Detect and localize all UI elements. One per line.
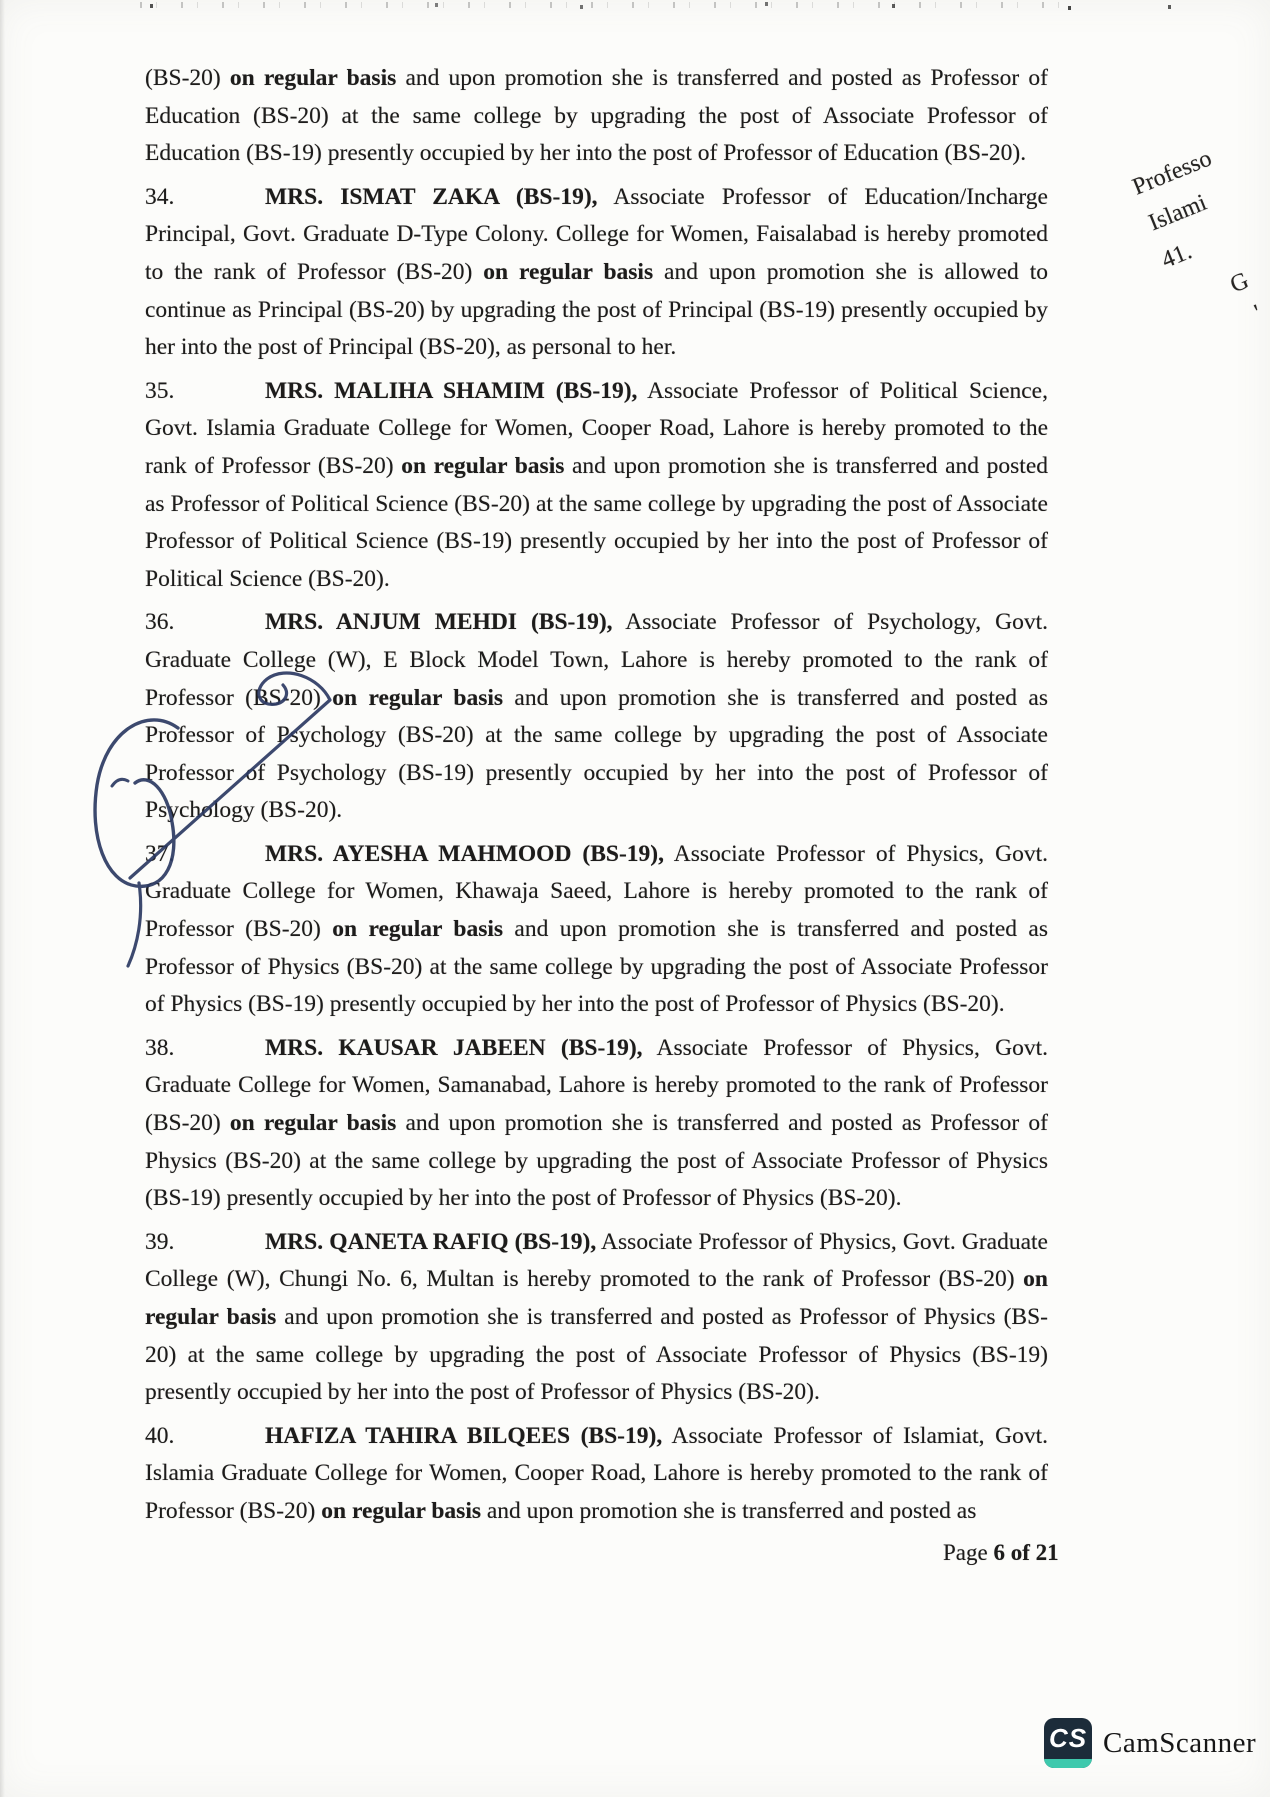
- document-body: [145, 60, 1048, 1537]
- body-text-segment: Associate Professor of Political Science, Govt. Islamia Graduate College for Women, Cooper Road, Lahore is hereby promoted to the rank of Professor (BS-20): [145, 377, 1048, 479]
- body-text-segment: and upon promotion she is allowed to continue as Principal (BS-20) by upgrading the post of Principal (BS-19) presently occupied by her into the post of Principal (BS-20), as personal to her.: [145, 258, 1049, 361]
- scan-artifact-specks: [150, 4, 153, 8]
- footer-page-number: 6 of 21: [993, 1540, 1059, 1565]
- body-text-segment: and upon promotion she is transferred and posted as Professor of Education (BS-20) at the same college by upgrading the post of Associate Professor of Education (BS-19) presently occupied by her into the post of Professor of Education (BS-20).: [145, 65, 1048, 167]
- body-text-segment: and upon promotion she is transferred and posted as Professor of Psychology (BS-20) at the same college by upgrading the post of Associate Professor of Psychology (BS-19) presently occupied by her into the post of Professor of Psychology (BS-20).: [145, 684, 1048, 824]
- body-text-segment: Associate Professor of Education/Incharge Principal, Govt. Graduate D-Type Colony. College for Women, Faisalabad is hereby promoted to the rank of Professor (BS-20): [145, 183, 1048, 285]
- scan-artifact-top-row: [140, 2, 1070, 8]
- body-text-segment: Associate Professor of Physics, Govt. Graduate College for Women, Khawaja Saeed, Lahore is hereby promoted to the rank of Professor (BS-20): [145, 840, 1048, 943]
- body-text-segment: 20): [983, 1266, 1024, 1293]
- bold-text-segment: on regular basis: [229, 65, 397, 91]
- margin-fragment-line-4: G: [1226, 267, 1253, 299]
- margin-fragment-line-3: 41.: [1158, 238, 1196, 274]
- bold-text-segment: MRS. ISMAT ZAKA (BS-19),: [265, 183, 598, 210]
- item-number: 39.: [145, 1228, 175, 1255]
- body-text-segment: and upon promotion she is transferred and posted as Professor of Physics (BS-20) at the same college by upgrading the post of Associate Professor of Physics (BS-19) presently occupied by her into the post of Professor of Physics (BS-20).: [145, 1304, 1049, 1406]
- footer-page-word: Page: [943, 1540, 994, 1565]
- promotion-item-40: [145, 1418, 1048, 1531]
- bold-text-segment: HAFIZA TAHIRA BILQEES (BS-19),: [265, 1422, 663, 1449]
- promotion-item-34: [145, 179, 1048, 367]
- item-number: 37.: [145, 840, 175, 867]
- camscanner-badge-text: CS: [1048, 1723, 1088, 1753]
- bold-text-segment: on regular basis: [483, 258, 654, 285]
- body-text-segment: and upon promotion she is transferred and posted as: [481, 1497, 977, 1524]
- bold-text-segment: on regular basis: [332, 684, 504, 711]
- camscanner-badge-icon: [1044, 1718, 1092, 1768]
- promotion-item-38: [145, 1030, 1048, 1218]
- page-edge-shadow: [0, 0, 5, 1797]
- promotion-item-35: [145, 373, 1048, 599]
- promotion-item-37: [145, 836, 1048, 1024]
- bold-text-segment: on regular basis: [401, 452, 565, 479]
- bold-text-segment: on regular basis: [229, 1110, 397, 1137]
- item-number: 34.: [145, 183, 175, 210]
- camscanner-badge-accent-bar: [1044, 1759, 1092, 1768]
- page-footer: [943, 1540, 1059, 1566]
- body-text-segment: and upon promotion she is transferred and posted as Professor of Physics (BS-20) at the same college by upgrading the post of Associate Professor of Physics (BS-19) presently occupied by her into the post of Professor of Physics (BS-20).: [145, 1110, 1048, 1212]
- promotion-item-36: [145, 604, 1048, 830]
- body-text-segment: and upon promotion she is transferred and posted as Professor of Physics (BS-20) at the same college by upgrading the post of Associate Professor of Physics (BS-19) presently occupied by her into the post of Professor of Physics (BS-20).: [145, 916, 1048, 1018]
- margin-fragment-line-2: Islami: [1145, 189, 1211, 237]
- margin-fragment-line-1: Professo: [1128, 145, 1216, 201]
- body-text-segment: Associate Professor of Psychology, Govt. Graduate College (W), E Block Model Town, Lahore is hereby promoted to the rank of Professor (BS-20): [145, 609, 1048, 711]
- body-text-segment: and upon promotion she is transferred and posted as Professor of Political Science (BS-20) at the same college by upgrading the post of Associate Professor of Political Science (BS-19) presently occupied by her into the post of Professor of Political Science (BS-20).: [145, 452, 1048, 592]
- bold-text-segment: on regular basis: [332, 916, 504, 943]
- bold-text-segment: MRS. MALIHA SHAMIM (BS-19),: [265, 377, 638, 404]
- camscanner-label: CamScanner: [1103, 1726, 1257, 1759]
- body-text-segment: Associate Professor of Physics, Govt. Graduate College (W), Chungi No. 6, Multan is hereby promoted to the rank of Professor (BS-: [145, 1228, 1048, 1293]
- continuation-paragraph: [145, 60, 1048, 173]
- item-number: 36.: [145, 609, 175, 636]
- bold-text-segment: MRS. ANJUM MEHDI (BS-19),: [265, 609, 613, 636]
- camscanner-watermark: [1044, 1718, 1256, 1768]
- item-number: 38.: [145, 1034, 175, 1061]
- bold-text-segment: MRS. KAUSAR JABEEN (BS-19),: [265, 1034, 643, 1061]
- promotion-item-39: [145, 1224, 1048, 1412]
- body-text-segment: Associate Professor of Physics, Govt. Graduate College for Women, Samanabad, Lahore is hereby promoted to the rank of Professor (BS-20): [145, 1034, 1048, 1137]
- margin-fragment-line-5: ': [1251, 300, 1265, 326]
- item-number: 35.: [145, 377, 175, 404]
- bold-text-segment: MRS. QANETA RAFIQ (BS-19),: [265, 1228, 597, 1255]
- bold-text-segment: MRS. AYESHA MAHMOOD (BS-19),: [265, 840, 665, 867]
- body-text-segment: (BS-20): [145, 65, 230, 91]
- item-number: 40.: [145, 1422, 175, 1449]
- body-text-segment: Associate Professor of Islamiat, Govt. Islamia Graduate College for Women, Cooper Road, Lahore is hereby promoted to the rank of Professor (BS-20): [145, 1422, 1048, 1524]
- bold-text-segment: on regular basis: [145, 1266, 1048, 1330]
- bold-text-segment: on regular basis: [321, 1497, 481, 1524]
